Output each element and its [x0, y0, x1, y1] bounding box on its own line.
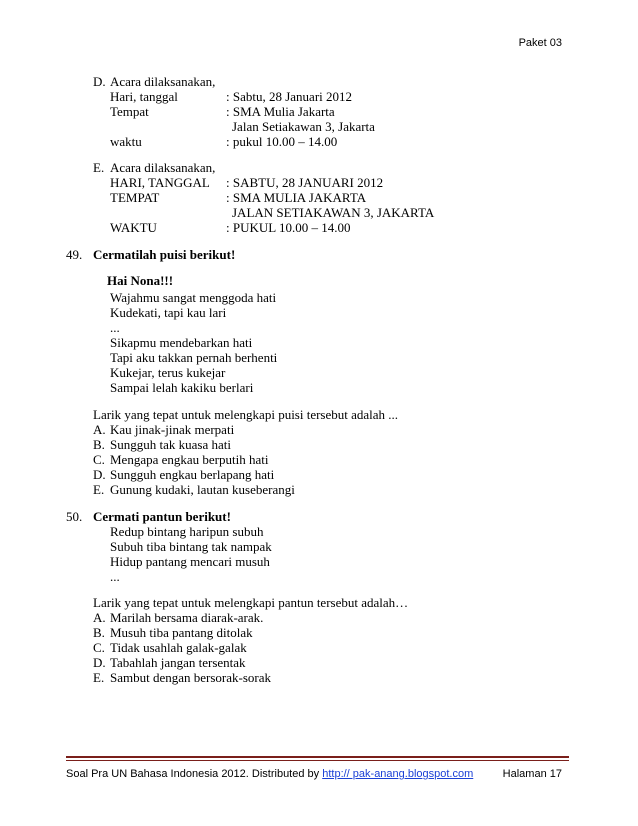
detail-label: Tempat: [110, 104, 149, 119]
detail-value: JALAN SETIAKAWAN 3, JAKARTA: [232, 205, 435, 220]
header-paket: Paket 03: [518, 37, 562, 49]
poem-line: Kukejar, terus kukejar: [110, 365, 226, 380]
poem-title: Hai Nona!!!: [107, 273, 174, 288]
footer-divider: [66, 760, 569, 761]
detail-label: WAKTU: [110, 220, 157, 235]
poem-line: Kudekati, tapi kau lari: [110, 305, 227, 320]
option-letter: A.: [93, 610, 106, 625]
option-title: Acara dilaksanakan,: [110, 74, 216, 89]
option-text: Tabahlah jangan tersentak: [110, 655, 246, 670]
detail-value: : PUKUL 10.00 – 14.00: [226, 220, 351, 235]
question-text: Larik yang tepat untuk melengkapi puisi tersebut adalah ...: [93, 407, 399, 422]
question-number: 49.: [66, 247, 83, 262]
option-text: Mengapa engkau berputih hati: [110, 452, 269, 467]
option-text: Marilah bersama diarak-arak.: [110, 610, 264, 625]
option-letter: E.: [93, 670, 105, 685]
option-letter: D.: [93, 74, 106, 89]
option-text: Musuh tiba pantang ditolak: [110, 625, 253, 640]
detail-label: waktu: [110, 134, 142, 149]
detail-label: Hari, tanggal: [110, 89, 178, 104]
option-text: Gunung kudaki, lautan kuseberangi: [110, 482, 295, 497]
option-letter: D.: [93, 467, 106, 482]
question-text: Larik yang tepat untuk melengkapi pantun tersebut adalah…: [93, 595, 409, 610]
detail-label: TEMPAT: [110, 190, 160, 205]
poem-line: ...: [110, 320, 120, 335]
pantun-line: Redup bintang haripun subuh: [110, 524, 264, 539]
option-letter: D.: [93, 655, 106, 670]
poem-line: Sampai lelah kakiku berlari: [110, 380, 254, 395]
option-title: Acara dilaksanakan,: [110, 160, 216, 175]
option-letter: C.: [93, 452, 105, 467]
option-text: Kau jinak-jinak merpati: [110, 422, 235, 437]
poem-line: Wajahmu sangat menggoda hati: [110, 290, 277, 305]
option-text: Sambut dengan bersorak-sorak: [110, 670, 272, 685]
detail-value: Jalan Setiakawan 3, Jakarta: [232, 119, 375, 134]
option-text: Tidak usahlah galak-galak: [110, 640, 247, 655]
detail-value: : pukul 10.00 – 14.00: [226, 134, 338, 149]
option-letter: C.: [93, 640, 105, 655]
option-text: Sungguh engkau berlapang hati: [110, 467, 275, 482]
footer-link[interactable]: http:// pak-anang.blogspot.com: [322, 768, 474, 780]
option-letter: A.: [93, 422, 106, 437]
detail-value: : SABTU, 28 JANUARI 2012: [226, 175, 384, 190]
detail-value: : Sabtu, 28 Januari 2012: [226, 89, 353, 104]
footer-text: Soal Pra UN Bahasa Indonesia 2012. Distributed by: [66, 768, 323, 780]
footer-credit: [66, 768, 473, 780]
detail-value: : SMA Mulia Jakarta: [226, 104, 335, 119]
question-number: 50.: [66, 509, 83, 524]
poem-line: Sikapmu mendebarkan hati: [110, 335, 253, 350]
pantun-line: ...: [110, 569, 120, 584]
pantun-line: Hidup pantang mencari musuh: [110, 554, 270, 569]
page-number: Halaman 17: [502, 768, 562, 780]
option-letter: E.: [93, 482, 105, 497]
poem-line: Tapi aku takkan pernah berhenti: [110, 350, 278, 365]
footer-divider: [66, 756, 569, 758]
option-letter: B.: [93, 437, 105, 452]
question-prompt: Cermatilah puisi berikut!: [93, 247, 236, 262]
detail-value: : SMA MULIA JAKARTA: [226, 190, 367, 205]
option-letter: E.: [93, 160, 105, 175]
pantun-line: Subuh tiba bintang tak nampak: [110, 539, 272, 554]
question-prompt: Cermati pantun berikut!: [93, 509, 231, 524]
option-text: Sungguh tak kuasa hati: [110, 437, 231, 452]
detail-label: HARI, TANGGAL: [110, 175, 210, 190]
option-letter: B.: [93, 625, 105, 640]
